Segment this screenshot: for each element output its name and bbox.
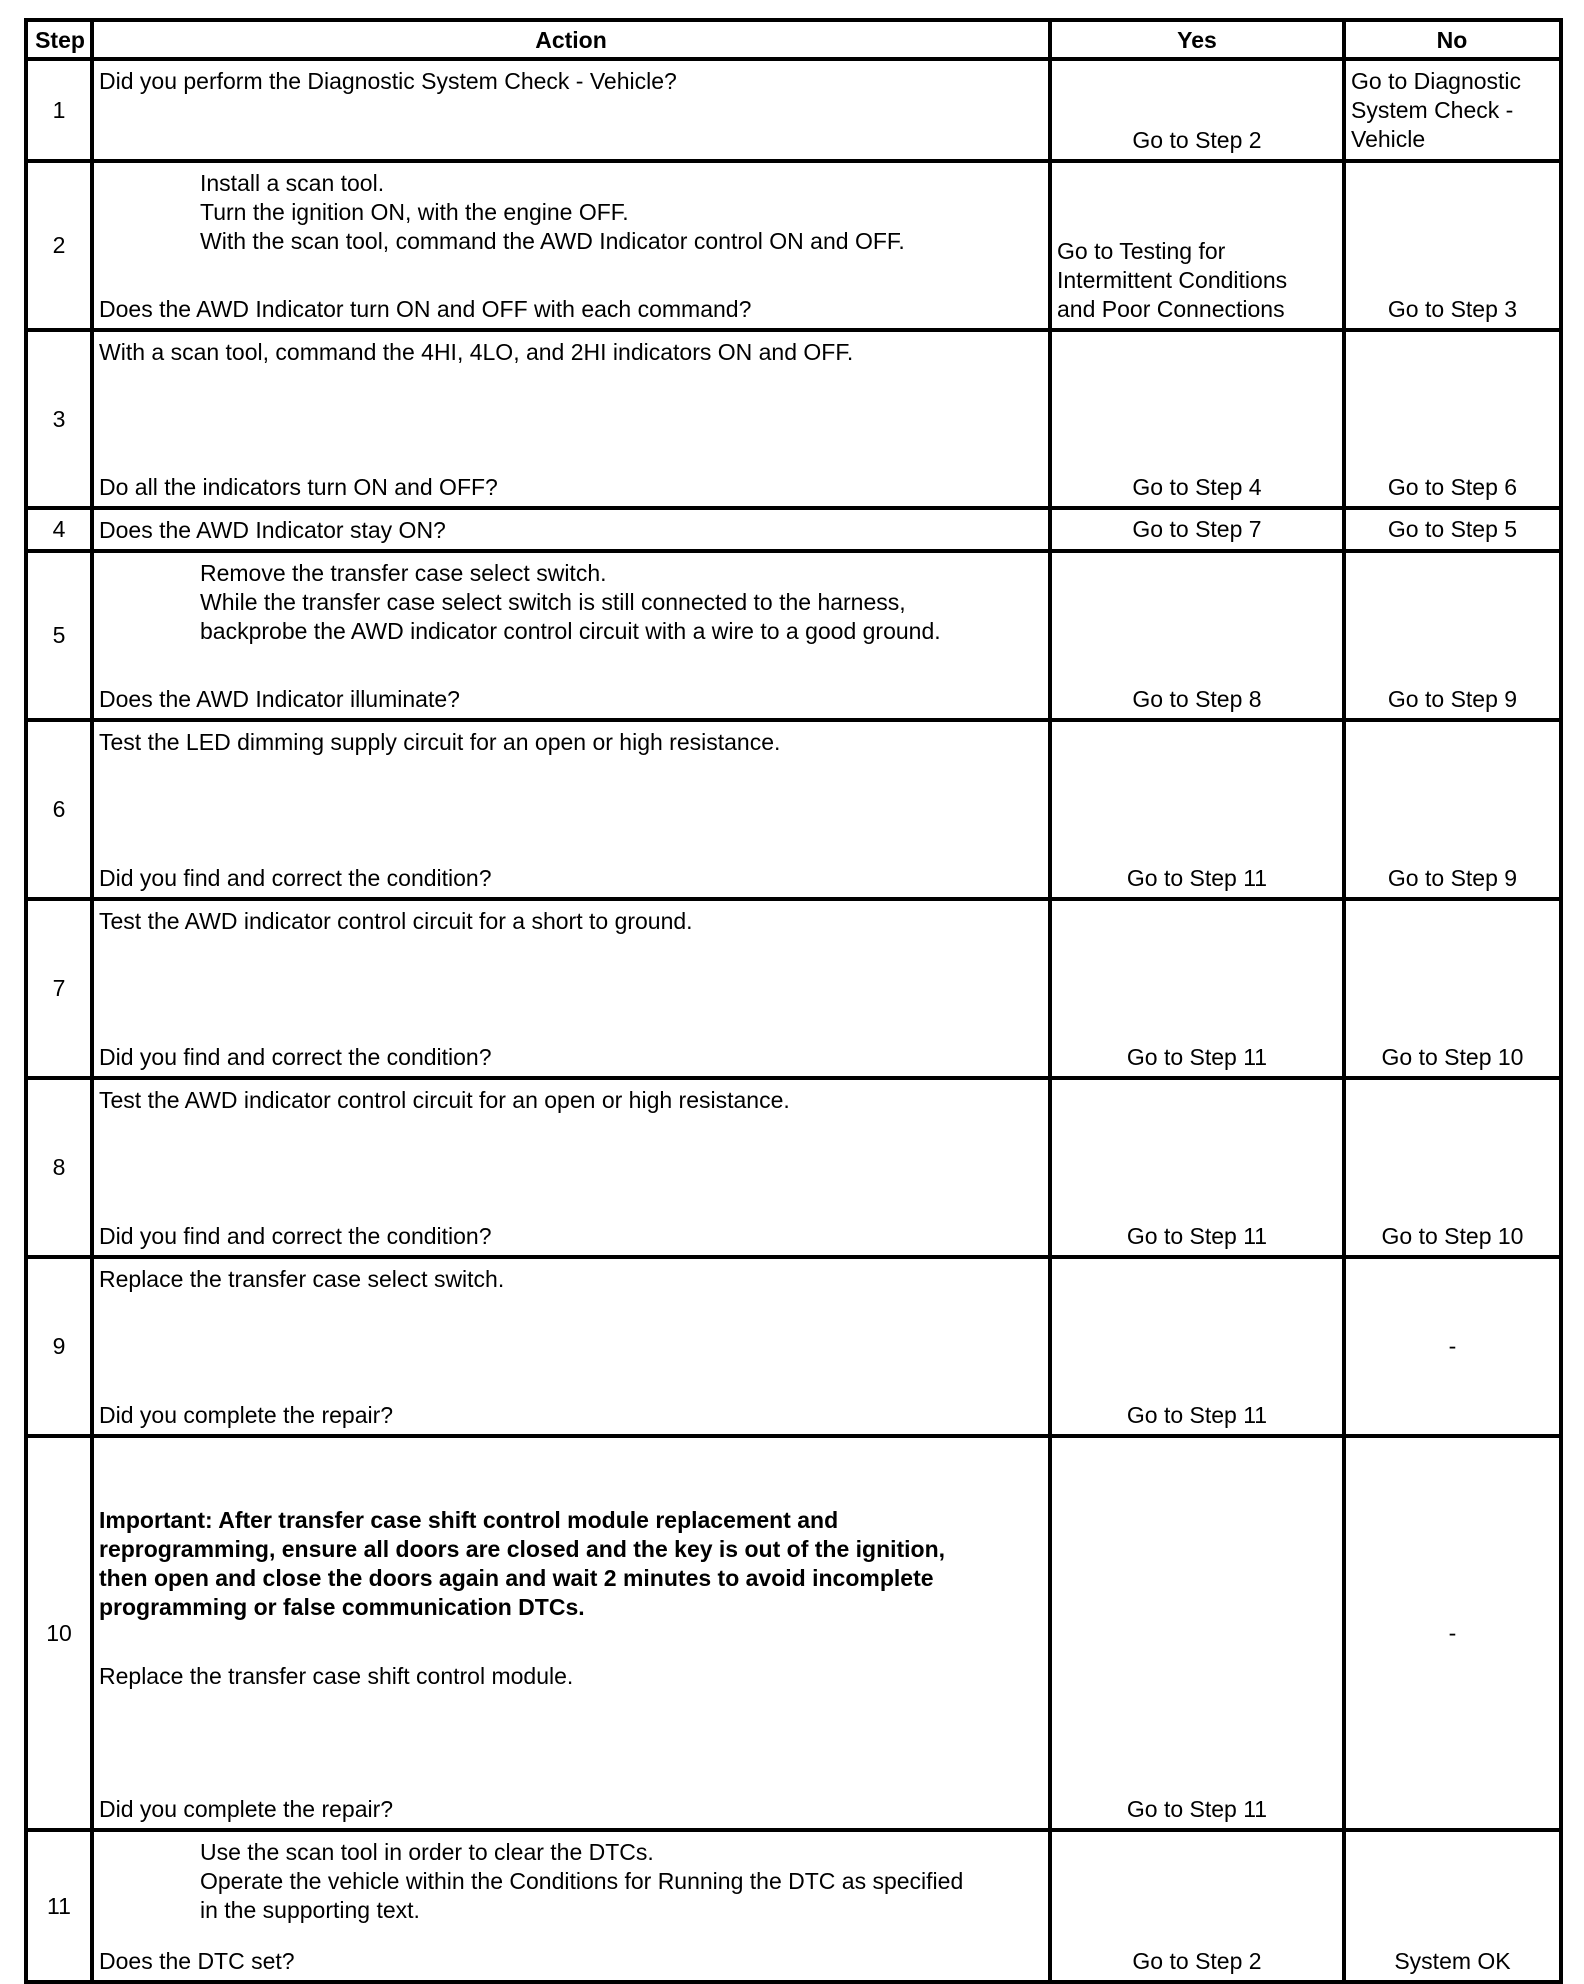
no-result: Go to Step 10 — [1381, 1044, 1524, 1070]
step-number: 8 — [52, 1154, 66, 1180]
row-border — [26, 1255, 1563, 1259]
row-border — [26, 897, 1563, 901]
action-question: Does the AWD Indicator illuminate? — [99, 686, 460, 712]
step-number: 4 — [52, 516, 66, 542]
action-text: Install a scan tool. — [200, 170, 385, 196]
yes-result: Go to Step 11 — [1126, 1223, 1268, 1249]
no-result: Go to Step 9 — [1387, 865, 1518, 891]
action-text: Did you perform the Diagnostic System Check - Vehicle? — [99, 68, 677, 94]
important-note: programming or false communication DTCs. — [99, 1594, 585, 1620]
action-question: Did you complete the repair? — [99, 1402, 394, 1428]
yes-result: Go to Step 11 — [1126, 1044, 1268, 1070]
row-border — [26, 718, 1563, 722]
action-text: backprobe the AWD indicator control circuit with a wire to a good ground. — [200, 618, 941, 644]
action-question: Did you find and correct the condition? — [99, 1044, 492, 1070]
action-text: While the transfer case select switch is still connected to the harness, — [200, 589, 906, 615]
step-number: 11 — [47, 1892, 71, 1919]
row-border — [26, 159, 1563, 163]
table-top-border — [26, 18, 1563, 22]
no-result: Go to Step 5 — [1387, 516, 1518, 542]
action-question: Did you find and correct the condition? — [99, 865, 492, 891]
step-number: 10 — [46, 1619, 72, 1646]
header-action: Action — [535, 27, 607, 53]
action-text: Does the AWD Indicator stay ON? — [99, 517, 446, 543]
header-step: Step — [35, 27, 85, 53]
yes-result: Go to Step 7 — [1132, 516, 1262, 542]
header-no: No — [1436, 27, 1468, 53]
action-text: Replace the transfer case select switch. — [99, 1266, 505, 1292]
step-number: 3 — [52, 405, 66, 432]
step-number: 9 — [52, 1333, 66, 1359]
no-result: Go to Step 9 — [1387, 686, 1518, 712]
step-number: 5 — [52, 622, 66, 648]
yes-result: Go to Step 11 — [1126, 1796, 1268, 1822]
no-result: Go to Step 6 — [1387, 474, 1518, 500]
no-result: - — [1448, 1619, 1457, 1646]
action-question: Did you complete the repair? — [99, 1796, 394, 1822]
row-border — [26, 57, 1563, 61]
action-question: Do all the indicators turn ON and OFF? — [99, 474, 498, 500]
action-text: Turn the ignition ON, with the engine OFF. — [200, 199, 629, 225]
action-text: Operate the vehicle within the Conditions for Running the DTC as specified — [200, 1868, 964, 1894]
important-note: then open and close the doors again and wait 2 minutes to avoid incomplete — [99, 1565, 934, 1591]
action-text: in the supporting text. — [200, 1897, 420, 1923]
action-text: Replace the transfer case shift control module. — [99, 1663, 574, 1689]
yes-result: Go to Step 2 — [1132, 1948, 1262, 1974]
action-text: Test the AWD indicator control circuit for an open or high resistance. — [99, 1087, 790, 1113]
row-border — [26, 1434, 1563, 1438]
no-result: - — [1448, 1333, 1457, 1359]
yes-result: Go to Step 4 — [1132, 474, 1262, 500]
row-border — [26, 506, 1563, 510]
step-number: 2 — [52, 232, 66, 258]
action-question: Did you find and correct the condition? — [99, 1223, 492, 1249]
row-border — [26, 328, 1563, 332]
step-number: 1 — [52, 96, 66, 123]
action-text: Test the LED dimming supply circuit for an open or high resistance. — [99, 729, 781, 755]
row-border — [26, 549, 1563, 553]
yes-result: Go to Step 2 — [1132, 127, 1262, 153]
important-note: Important: After transfer case shift control module replacement and — [99, 1507, 839, 1533]
no-result: Go to Step 3 — [1387, 296, 1518, 322]
header-yes: Yes — [1177, 27, 1217, 53]
important-note: reprogramming, ensure all doors are closed and the key is out of the ignition, — [99, 1536, 946, 1562]
action-text: Use the scan tool in order to clear the DTCs. — [200, 1839, 654, 1865]
yes-result: Go to Step 11 — [1126, 1402, 1268, 1428]
row-border — [26, 1828, 1563, 1832]
step-number: 6 — [52, 796, 66, 822]
yes-result: Go to Testing for Intermittent Conditions and Poor Connections — [1057, 238, 1288, 322]
column-border — [1048, 18, 1052, 1984]
no-result: Go to Step 10 — [1381, 1223, 1524, 1249]
row-border — [26, 1076, 1563, 1080]
action-text: Test the AWD indicator control circuit for a short to ground. — [99, 908, 693, 934]
yes-result: Go to Step 8 — [1132, 686, 1262, 712]
row-border — [26, 1980, 1563, 1984]
action-text: Remove the transfer case select switch. — [200, 560, 607, 586]
action-text: With the scan tool, command the AWD Indicator control ON and OFF. — [200, 228, 905, 254]
yes-result: Go to Step 11 — [1126, 865, 1268, 891]
action-text: With a scan tool, command the 4HI, 4LO, and 2HI indicators ON and OFF. — [99, 339, 854, 365]
step-number: 7 — [52, 975, 66, 1001]
no-result: System OK — [1394, 1948, 1511, 1974]
action-question: Does the DTC set? — [99, 1948, 295, 1974]
action-question: Does the AWD Indicator turn ON and OFF with each command? — [99, 296, 752, 322]
no-result: Go to Diagnostic System Check - Vehicle — [1351, 68, 1522, 152]
